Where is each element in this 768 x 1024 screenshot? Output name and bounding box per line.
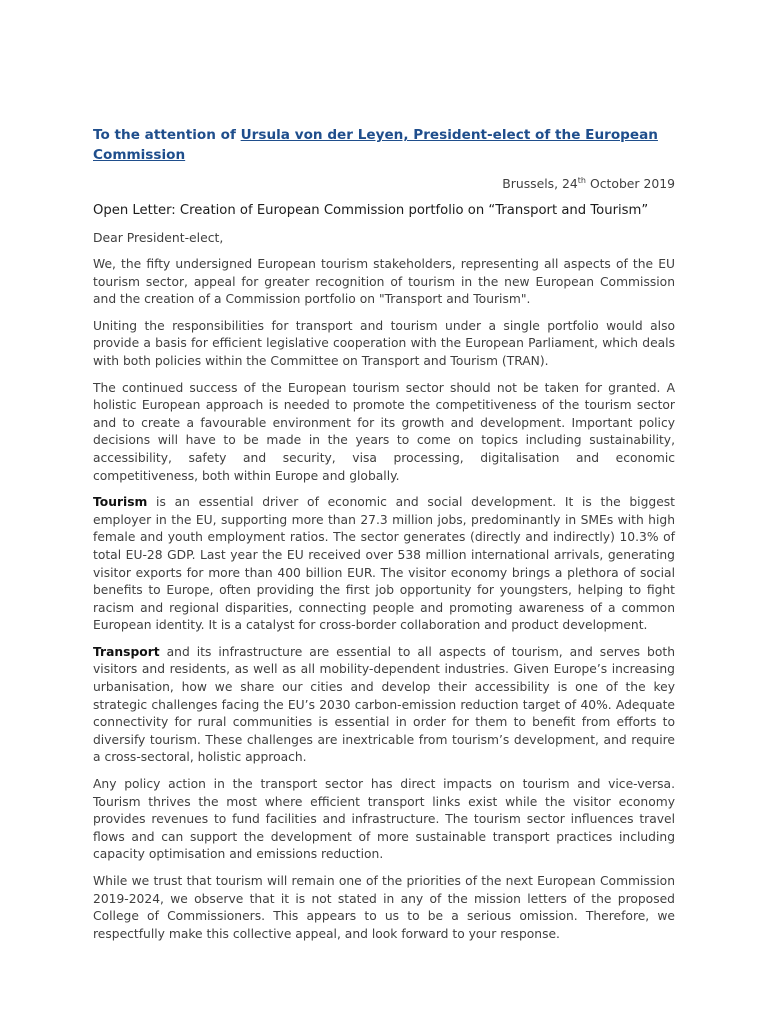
attention-line bbox=[93, 125, 675, 165]
attention-prefix: To the attention of bbox=[93, 127, 241, 143]
addressee-link[interactable]: Ursula von der Leyen, President-elect of the European Commission bbox=[93, 127, 658, 163]
paragraph-tourism bbox=[93, 494, 675, 635]
paragraph-intro: We, the fifty undersigned European tourism stakeholders, representing all aspects of the EU tourism sector, appeal for greater recognition of tourism in the new European Commission and the creation of a Commission portfolio on "Transport and Tourism". bbox=[93, 257, 675, 307]
paragraph-portfolio: Uniting the responsibilities for transport and tourism under a single portfolio would also provide a basis for efficient legislative cooperation with the European Parliament, which deals with both policies within the Committee on Transport and Tourism (TRAN). bbox=[93, 318, 675, 368]
letter-page bbox=[93, 125, 675, 943]
paragraph-policy: Any policy action in the transport sector has direct impacts on tourism and vice-versa. Tourism thrives the most where efficient transport links exist while the visitor economy provides revenues to fund facilities and infrastructure. The tourism sector influences travel flows and can support the development of more sustainable transport practices including capacity optimisation and emissions reduction. bbox=[93, 777, 675, 862]
letter-subject: Open Letter: Creation of European Commission portfolio on “Transport and Tourism” bbox=[93, 203, 649, 218]
salutation: Dear President-elect, bbox=[93, 230, 224, 245]
transport-text: and its infrastructure are essential to all aspects of tourism, and serves both visitors and residents, as well as all mobility-dependent industries. Given Europe’s increasing urbanisation, how we share our cities and develop their accessibility is one of the key strategic challenges facing the EU’s 2030 carbon-emission reduction target of 40%. Adequate connectivity for rural communities is essential in order for them to benefit from efforts to diversify tourism. These challenges are inextricable from tourism’s development, and require a cross-sectoral, holistic approach. bbox=[93, 644, 675, 765]
date-suffix: October 2019 bbox=[586, 176, 675, 191]
paragraph-success: The continued success of the European tourism sector should not be taken for granted. A holistic European approach is needed to promote the competitiveness of the tourism sector and to create a favourable environment for its growth and development. Important policy decisions will have to be made in the years to come on topics including sustainability, accessibility, safety and security, visa processing, digitalisation and economic competitiveness, both within Europe and globally. bbox=[93, 380, 675, 483]
tourism-text: is an essential driver of economic and social development. It is the biggest employer in the EU, supporting more than 27.3 million jobs, predominantly in SMEs with high female and youth employment ratios. The sector generates (directly and indirectly) 10.3% of total EU-28 GDP. Last year the EU received over 538 million international arrivals, generating visitor exports for more than 400 billion EUR. The visitor economy brings a plethora of social benefits to Europe, often providing the first job opportunity for youngsters, helping to fight racism and regional disparities, connecting people and promoting awareness of a common European identity. It is a catalyst for cross-border collaboration and product development. bbox=[93, 495, 675, 633]
dateline bbox=[93, 176, 675, 192]
paragraph-closing: While we trust that tourism will remain one of the priorities of the next European Commission 2019-2024, we observe that it is not stated in any of the mission letters of the proposed College of Commissioners. This appears to us to be a serious omission. Therefore, we respectfully make this collective appeal, and look forward to your response. bbox=[93, 874, 675, 941]
date-prefix: Brussels, 24 bbox=[502, 176, 578, 191]
date-ordinal: th bbox=[577, 175, 586, 185]
paragraph-transport bbox=[93, 644, 675, 767]
transport-heading: Transport bbox=[93, 644, 160, 659]
tourism-heading: Tourism bbox=[93, 495, 148, 510]
